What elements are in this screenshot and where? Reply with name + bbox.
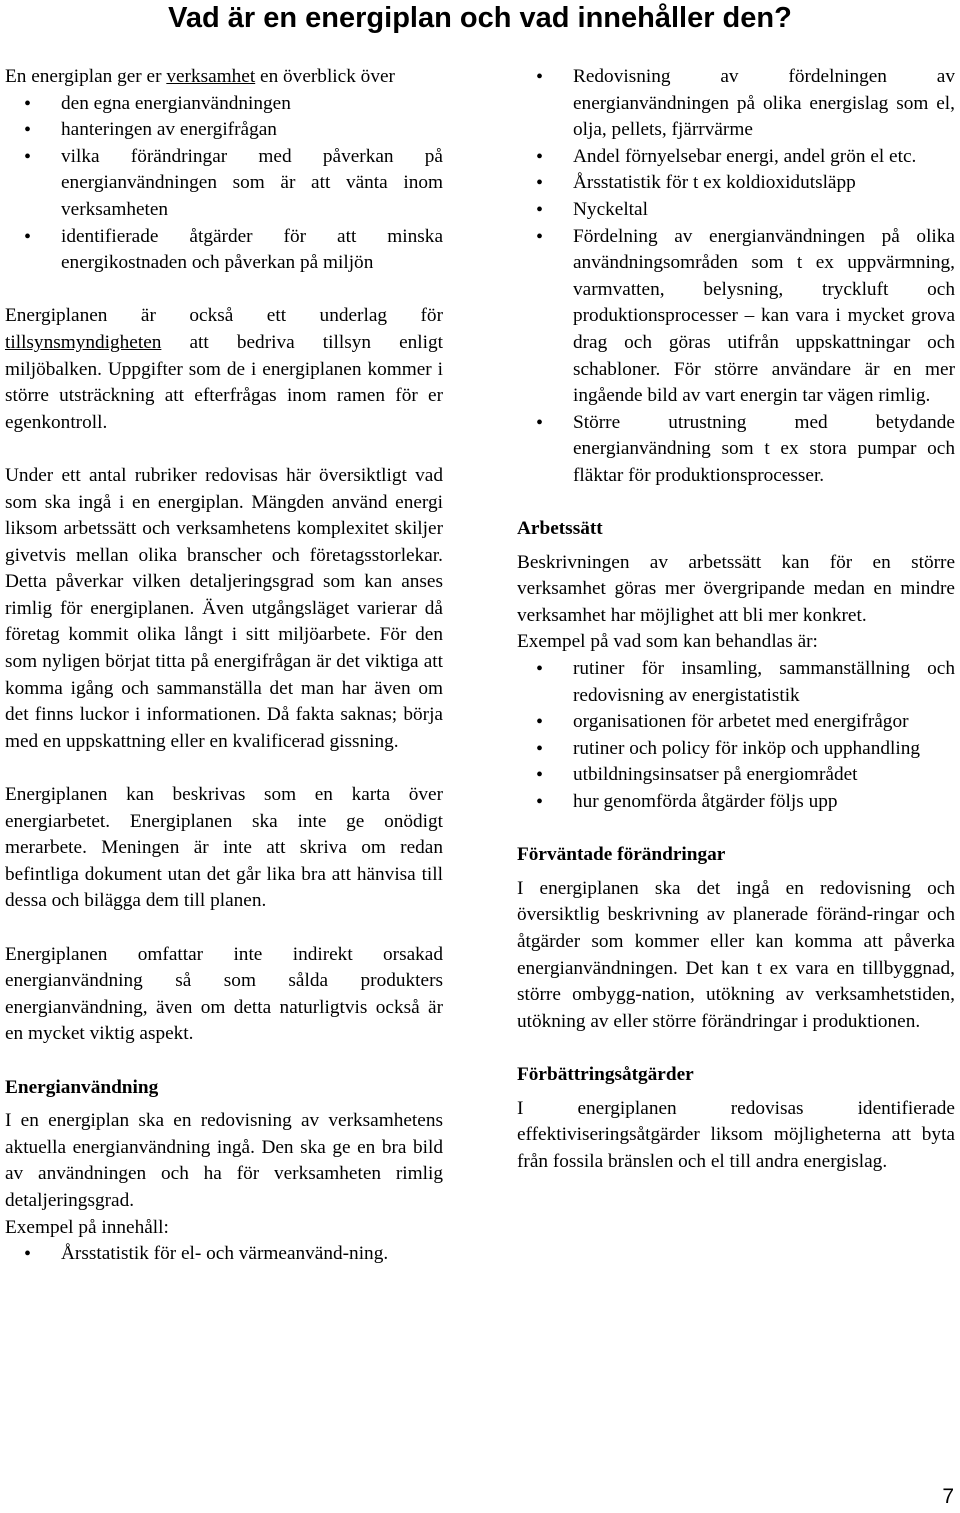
intro-text-end: en överblick över	[255, 66, 395, 87]
indirekt-paragraph: Energiplanen omfattar inte indirekt orsakad energianvändning så som sålda produkters energianvändning, även om detta naturligtvis också är en mycket viktig aspekt.	[5, 943, 443, 1045]
right-column	[517, 64, 955, 1175]
underlag-text: Energiplanen är också ett underlag för	[5, 305, 443, 327]
list-item: • organisationen för arbetet med energifrågor	[517, 709, 955, 736]
content-list	[5, 1241, 443, 1268]
page-title: Vad är en energiplan och vad innehåller den?	[168, 2, 792, 34]
exempel-paragraph: Exempel på vad som kan behandlas är:	[517, 631, 818, 653]
list-item: • utbildningsinsatser på energiområdet	[517, 762, 955, 789]
intro-text: En energiplan ger er	[5, 66, 167, 87]
karta-paragraph: Energiplanen kan beskrivas som en karta över energiarbetet. Energiplanen ska inte ge onödigt merarbete. Meningen är inte att skriva om redan befintliga dokument utan det går lika bra att hänvisa till dessa och bilägga dem till planen.	[5, 784, 443, 912]
list-item: • rutiner och policy för inköp och upphandling	[517, 736, 955, 763]
energianvandning-paragraph: I en energiplan ska en redovisning av verksamhetens aktuella energianvändning ingå. Den ska ge en bra bild av användningen och ha för verksamheten rimlig detaljeringsgrad.	[5, 1110, 443, 1211]
energianvandning-heading: Energianvändning	[5, 1076, 159, 1098]
list-item: • Andel förnyelsebar energi, andel grön el etc.	[517, 144, 955, 171]
atgarder-paragraph: I energiplanen redovisas identifierade effektiviseringsåtgärder liksom möjligheterna att byta från fossila bränslen och el till andra energislag.	[517, 1097, 955, 1172]
list-item: • rutiner för insamling, sammanställning och redovisning av energistatistik	[517, 656, 955, 709]
arbetssatt-list	[517, 656, 955, 816]
list-item: • hanteringen av energifrågan	[5, 117, 443, 144]
list-item: • Årsstatistik för t ex koldioxidutsläpp	[517, 170, 955, 197]
intro-paragraph	[5, 64, 443, 91]
list-item: • Årsstatistik för el- och värmeanvänd-ning.	[5, 1241, 443, 1268]
tillsynsmyndigheten-link[interactable]: tillsynsmyndigheten	[5, 331, 162, 353]
list-item: • Redovisning av fördelningen av energianvändningen på olika energislag som el, olja, pellets, fjärrvärme	[517, 64, 955, 144]
arbetssatt-heading: Arbetssätt	[517, 518, 603, 540]
list-item: • Nyckeltal	[517, 197, 955, 224]
redovisning-list	[517, 64, 955, 490]
intro-list	[5, 91, 443, 277]
list-item: • hur genomförda åtgärder följs upp	[517, 789, 955, 816]
forandringar-heading: Förväntade förändringar	[517, 844, 726, 866]
list-item: • Större utrustning med betydande energianvändning som t ex stora pumpar och fläktar för produktionsprocesser.	[517, 410, 955, 490]
list-item: • vilka förändringar med påverkan på energianvändningen som är att vänta inom verksamheten	[5, 144, 443, 224]
underlag-paragraph	[5, 303, 443, 436]
list-item: • identifierade åtgärder för att minska energikostnaden och påverkan på miljön	[5, 224, 443, 277]
page-number: 7	[942, 1485, 954, 1508]
left-column	[5, 64, 443, 1268]
arbetssatt-paragraph: Beskrivningen av arbetssätt kan för en större verksamhet göras mer övergripande medan en mindre verksamhet har möjlighet att bli mer konkret.	[517, 551, 955, 626]
rubriker-paragraph: Under ett antal rubriker redovisas här översiktligt vad som ska ingå i en energiplan. Mängden använd energi liksom arbetssätt och verksamhetens komplexitet skiljer givetvis mellan olika branscher och företagsstorlekar. Detta påverkar vilken detaljeringsgrad som kan anses rimlig för energiplanen. Även utgångsläget varierar då företag kommit olika långt i sitt miljöarbete. För den som nyligen börjat titta på energifrågan är det viktiga att komma igång och sammanställa det man har även om det finns luckor i informationen. Då fakta saknas; börja med en uppskattning eller en kvalificerad gissning.	[5, 464, 443, 752]
exempel-label: Exempel på innehåll:	[5, 1216, 169, 1238]
atgarder-heading: Förbättringsåtgärder	[517, 1063, 694, 1085]
list-item: • den egna energianvändningen	[5, 91, 443, 118]
forandringar-paragraph: I energiplanen ska det ingå en redovisning och översiktlig beskrivning av planerade föränd-ringar och åtgärder som kommer eller kan komma att påverka energianvändningen. Det kan t ex vara en tillbyggnad, större ombygg-nation, utökning av verksamhetstiden, utökning av eller större förändringar i produktionen.	[517, 877, 955, 1032]
list-item: • Fördelning av energianvändningen på olika användningsområden som t ex uppvärmning, varmvatten, belysning, tryckluft och produktionsprocesser – kan vara i mycket grova drag och göras utifrån uppskattningar och schabloner. För större användare är en mer ingående bild av vart energin tar vägen rimlig.	[517, 224, 955, 410]
underlag-text-end: att bedriva tillsyn enligt miljöbalken. Uppgifter som de i energiplanen kommer i större utsträckning att efterfrågas inom ramen för er egenkontroll.	[5, 331, 443, 433]
verksamhet-link[interactable]: verksamhet	[166, 66, 256, 87]
